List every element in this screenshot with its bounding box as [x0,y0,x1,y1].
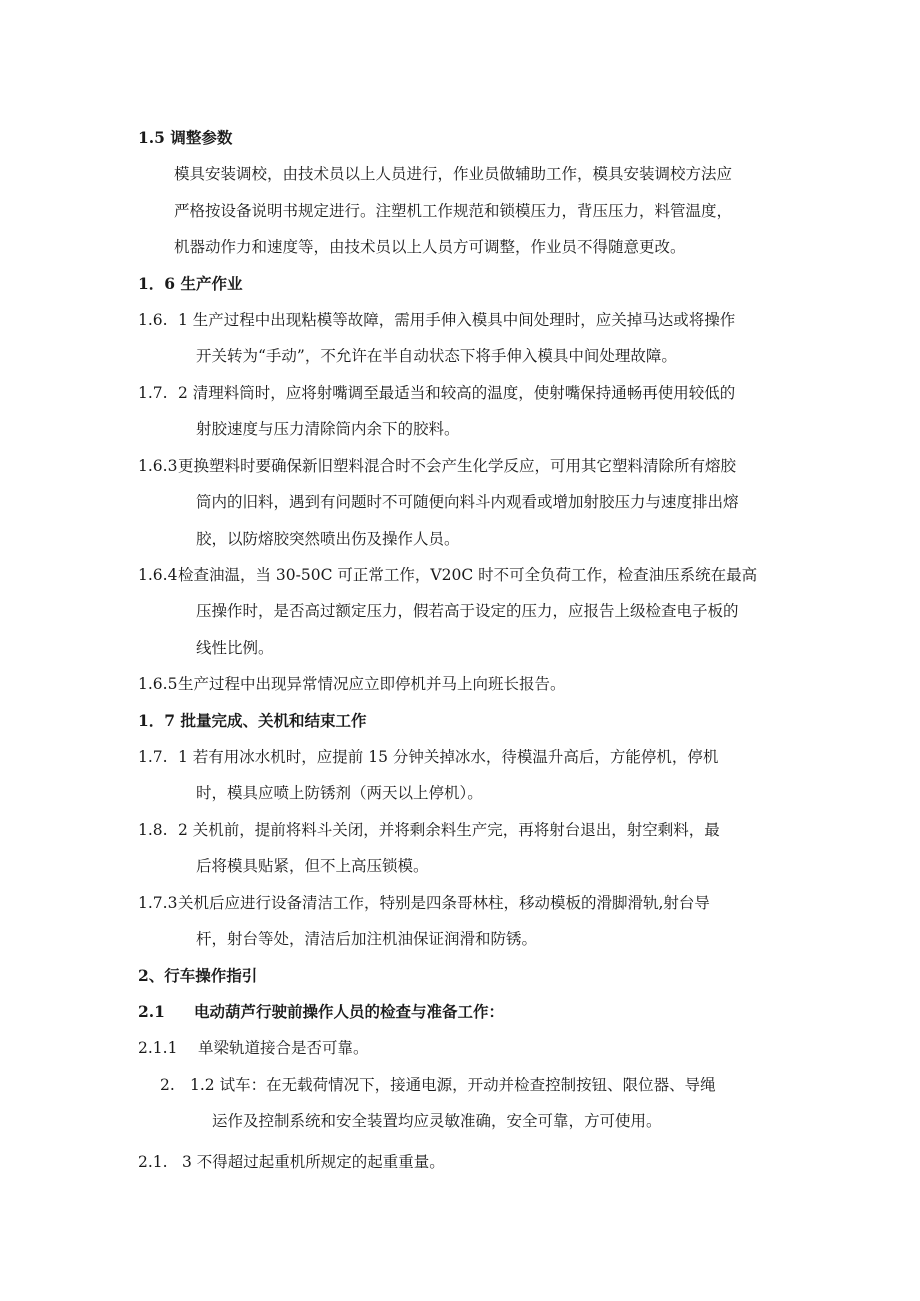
heading-2-1-num: 2.1 [138,1002,165,1021]
para-1-5-line-1: 模具安装调校，由技术员以上人员进行，作业员做辅助工作，模具安装调校方法应 [174,165,733,183]
item-1-6-1-line-2: 开关转为“手动”，不允许在半自动状态下将手伸入模具中间处理故障。 [196,347,677,365]
item-1-7-1-num: 1.7. [138,748,168,766]
heading-2: 2、行车操作指引 [138,966,258,985]
item-1-7-2-line-2: 后将模具贴紧，但不上高压锁模。 [196,857,429,875]
item-1-6-3-line-2: 筒内的旧料，遇到有问题时不可随便向料斗内观看或增加射胶压力与速度排出熔 [196,493,739,511]
heading-1-7: 1．7 批量完成、关机和结束工作 [138,711,367,730]
item-1-6-3-line-3: 胶，以防熔胶突然喷出伤及操作人员。 [196,530,460,548]
para-1-5-line-2: 严格按设备说明书规定进行。注塑机工作规范和锁模压力，背压压力，料管温度， [174,202,733,220]
item-1-6-5-num: 1.6.5 [138,675,178,693]
para-1-5-line-3: 机器动作力和速度等，由技术员以上人员方可调整，作业员不得随意更改。 [174,238,686,256]
item-2-1-1-num: 2.1.1 [138,1039,178,1057]
item-2-1-3-num: 2.1. [138,1153,168,1171]
item-1-6-3-num: 1.6.3 [138,457,178,475]
item-2-1-2-line-2: 运作及控制系统和安全装置均应灵敏准确，安全可靠，方可使用。 [212,1112,662,1130]
item-1-7-3-line-1: 关机后应进行设备清洁工作，特别是四条哥林柱，移动模板的滑脚滑轨,射台导 [178,894,710,912]
item-1-6-4-line-2: 压操作时，是否高过额定压力，假若高于设定的压力，应报告上级检查电子板的 [196,602,739,620]
item-2-1-2-num: 2. [160,1076,175,1094]
heading-1-5: 1.5 调整参数 [138,128,233,147]
item-1-7-2-line-1: 2 关机前，提前将料斗关闭，并将剩余料生产完，再将射台退出，射空剩料，最 [178,821,720,839]
item-1-6-2-line-1: 2 清理料筒时，应将射嘴调至最适当和较高的温度，使射嘴保持通畅再使用较低的 [178,384,736,402]
item-1-6-1-num: 1.6. [138,311,168,329]
heading-2-1: 电动葫芦行驶前操作人员的检查与准备工作： [194,1002,505,1021]
item-1-6-4-line-3: 线性比例。 [196,639,274,657]
item-1-6-5-line-1: 生产过程中出现异常情况应立即停机并马上向班长报告。 [178,675,566,693]
item-1-7-1-line-2: 时，模具应喷上防锈剂（两天以上停机）。 [196,784,483,802]
item-1-6-4-num: 1.6.4 [138,566,178,584]
item-1-7-1-line-1: 1 若有用冰水机时，应提前 15 分钟关掉冰水，待模温升高后，方能停机，停机 [178,748,719,766]
item-1-7-3-line-2: 杆，射台等处，清洁后加注机油保证润滑和防锈。 [196,930,538,948]
item-1-6-2-num: 1.7. [138,384,168,402]
item-2-1-1-line-1: 单梁轨道接合是否可靠。 [198,1039,369,1057]
item-2-1-3-line-1: 3 不得超过起重机所规定的起重重量。 [182,1153,445,1171]
item-1-6-3-line-1: 更换塑料时要确保新旧塑料混合时不会产生化学反应，可用其它塑料清除所有熔胶 [178,457,737,475]
item-1-7-3-num: 1.7.3 [138,894,178,912]
item-2-1-2-line-1: 1.2 试车：在无载荷情况下，接通电源，开动并检查控制按钮、限位器、导绳 [190,1076,716,1094]
heading-1-6: 1．6 生产作业 [138,274,243,293]
item-1-7-2-num: 1.8. [138,821,168,839]
item-1-6-2-line-2: 射胶速度与压力清除筒内余下的胶料。 [196,420,460,438]
item-1-6-4-line-1: 检查油温，当 30-50C 可正常工作，V20C 时不可全负荷工作，检查油压系统在最高 [178,566,758,584]
item-1-6-1-line-1: 1 生产过程中出现粘模等故障，需用手伸入模具中间处理时，应关掉马达或将操作 [178,311,736,329]
